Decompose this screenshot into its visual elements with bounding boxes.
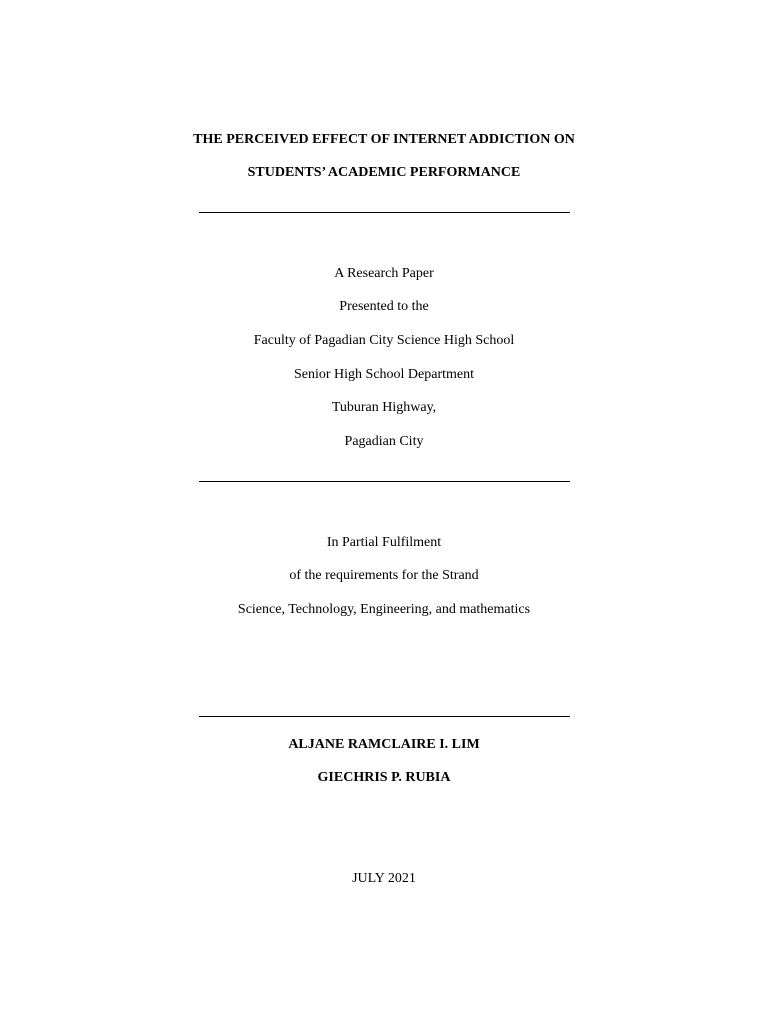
author-1: ALJANE RAMCLAIRE I. LIM [288, 737, 480, 752]
presentation-line-3: Faculty of Pagadian City Science High School [253, 333, 515, 348]
presentation-line-1: A Research Paper [334, 266, 434, 281]
fulfilment-line-1: In Partial Fulfilment [326, 535, 442, 550]
presentation-line-5: Tuburan Highway, [331, 400, 437, 415]
presentation-line-4: Senior High School Department [293, 367, 475, 382]
divider-1 [199, 212, 570, 213]
title-line-1: THE PERCEIVED EFFECT OF INTERNET ADDICTION ON [193, 132, 575, 147]
date: JULY 2021 [352, 871, 416, 886]
fulfilment-line-3: Science, Technology, Engineering, and mathematics [237, 602, 531, 617]
divider-3 [199, 716, 570, 717]
title-line-2: STUDENTS’ ACADEMIC PERFORMANCE [247, 165, 521, 180]
presentation-line-6: Pagadian City [344, 434, 424, 449]
divider-2 [199, 481, 570, 482]
presentation-line-2: Presented to the [339, 299, 429, 314]
fulfilment-line-2: of the requirements for the Strand [289, 568, 479, 583]
author-2: GIECHRIS P. RUBIA [317, 770, 451, 785]
